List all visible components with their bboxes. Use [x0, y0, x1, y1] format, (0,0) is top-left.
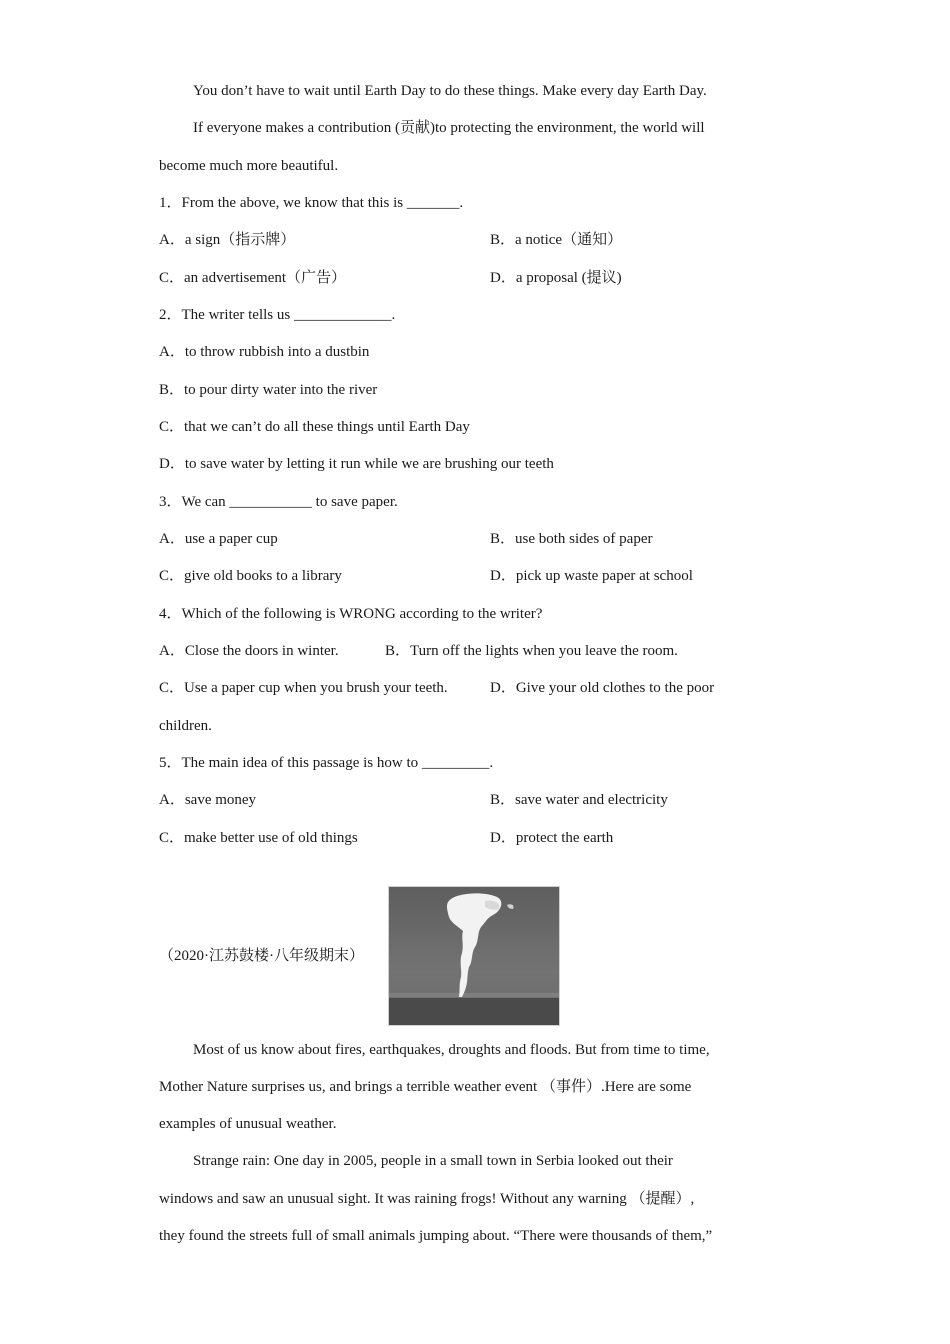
- question-2-stem: 2．The writer tells us _____________.: [159, 307, 396, 323]
- question-1-option-b: B．a notice（通知）: [490, 232, 623, 248]
- passage1-paragraph2-line1: If everyone makes a contribution (贡献)to protecting the environment, the world will: [193, 120, 705, 136]
- question-2-option-b: B．to pour dirty water into the river: [159, 382, 378, 398]
- question-3-option-d: D．pick up waste paper at school: [490, 568, 693, 584]
- question-5-option-d: D．protect the earth: [490, 830, 614, 846]
- question-2-option-d: D．to save water by letting it run while we are brushing our teeth: [159, 456, 554, 472]
- passage1-paragraph2-line2: become much more beautiful.: [159, 158, 339, 174]
- question-4-option-d: D．Give your old clothes to the poor: [490, 680, 715, 696]
- question-1-option-a: A．a sign（指示牌）: [159, 232, 296, 248]
- question-4-option-a: A．Close the doors in winter.: [159, 643, 339, 659]
- question-4-option-c: C．Use a paper cup when you brush your teeth.: [159, 680, 448, 696]
- question-5-option-c: C．make better use of old things: [159, 830, 358, 846]
- section2-paragraph2-line2: windows and saw an unusual sight. It was raining frogs! Without any warning （提醒）,: [159, 1191, 695, 1207]
- question-5-option-a: A．save money: [159, 792, 257, 808]
- question-4-stem: 4．Which of the following is WRONG according to the writer?: [159, 606, 543, 622]
- question-4-option-d-continued: children.: [159, 718, 212, 734]
- question-1-option-c: C．an advertisement（广告）: [159, 270, 347, 286]
- question-2-option-c: C．that we can’t do all these things until Earth Day: [159, 419, 470, 435]
- passage1-paragraph1: You don’t have to wait until Earth Day to do these things. Make every day Earth Day.: [193, 83, 707, 99]
- question-1-stem: 1．From the above, we know that this is _______.: [159, 195, 464, 211]
- question-3-option-b: B．use both sides of paper: [490, 531, 653, 547]
- section2-paragraph2-line3: they found the streets full of small animals jumping about. “There were thousands of them,”: [159, 1228, 713, 1244]
- question-3-option-c: C．give old books to a library: [159, 568, 342, 584]
- section2-source-label: （2020·江苏鼓楼·八年级期末）: [159, 948, 364, 964]
- question-5-option-b: B．save water and electricity: [490, 792, 668, 808]
- section2-paragraph1-line1: Most of us know about fires, earthquakes, droughts and floods. But from time to time,: [193, 1042, 710, 1058]
- question-3-option-a: A．use a paper cup: [159, 531, 278, 547]
- section2-paragraph1-line3: examples of unusual weather.: [159, 1116, 337, 1132]
- question-4-option-b: B．Turn off the lights when you leave the room.: [385, 643, 678, 659]
- question-1-option-d: D．a proposal (提议): [490, 270, 622, 286]
- tornado-photo: [388, 886, 560, 1026]
- question-2-option-a: A．to throw rubbish into a dustbin: [159, 344, 370, 360]
- section2-paragraph2-line1: Strange rain: One day in 2005, people in a small town in Serbia looked out their: [193, 1153, 673, 1169]
- section2-paragraph1-line2: Mother Nature surprises us, and brings a terrible weather event （事件）.Here are some: [159, 1079, 692, 1095]
- question-5-stem: 5．The main idea of this passage is how to _________.: [159, 755, 494, 771]
- question-3-stem: 3．We can ___________ to save paper.: [159, 494, 398, 510]
